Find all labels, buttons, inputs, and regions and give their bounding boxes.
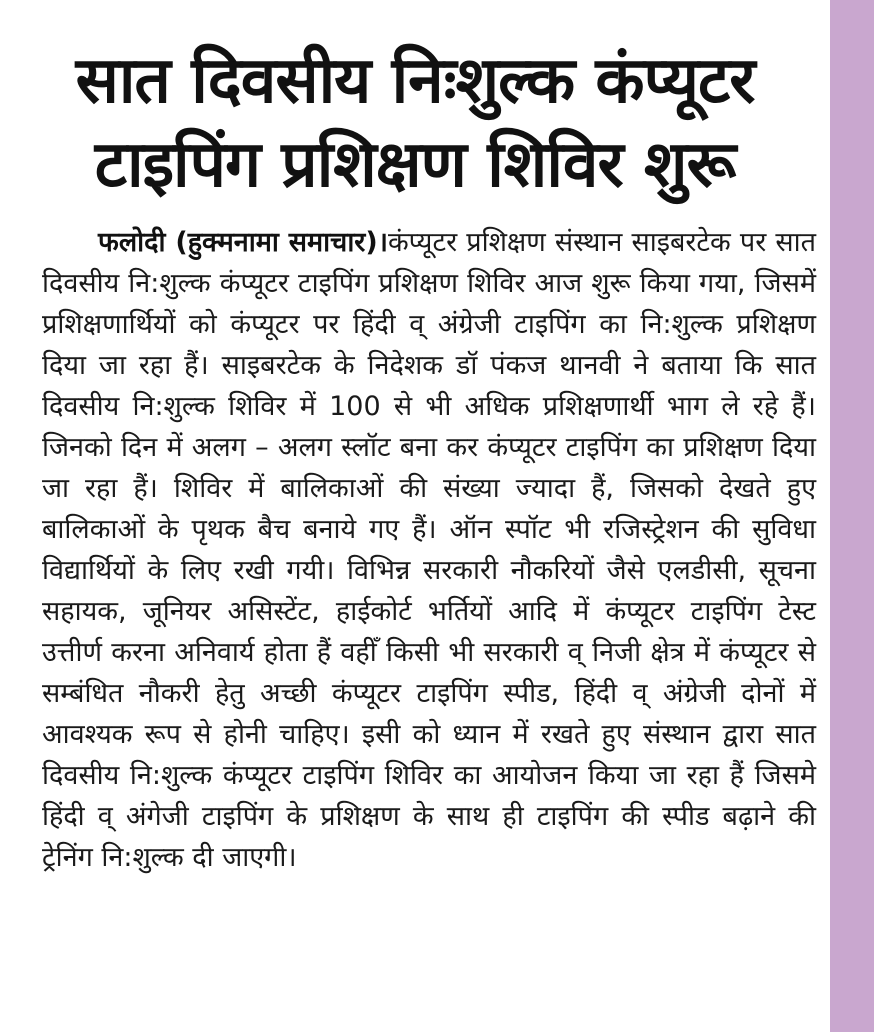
page-margin-gap xyxy=(814,0,830,1032)
headline-line-2: टाइपिंग प्रशिक्षण शिविर शुरू xyxy=(94,128,736,203)
headline-line-1: सात दिवसीय निःशुल्क कंप्यूटर xyxy=(75,44,755,119)
article-body xyxy=(42,222,816,878)
article-paragraph xyxy=(42,222,816,878)
page-edge-bar xyxy=(830,0,874,1032)
dateline: फलोदी (हुक्मनामा समाचार)। xyxy=(98,227,388,258)
article-text: कंप्यूटर प्रशिक्षण संस्थान साइबरटेक पर सात दिवसीय नि:शुल्क कंप्यूटर टाइपिंग प्रशिक्षण शिविर आज शुरू किया गया, जिसमें प्रशिक्षणार्थियों को कंप्यूटर पर हिंदी व् अंग्रेजी टाइपिंग का नि:शुल्क प्रशिक्षण दिया जा रहा हैं। साइबरटेक के निदेशक डॉ पंकज थानवी ने बताया कि सात दिवसीय नि:शुल्क शिविर में 100 से भी अधिक प्रशिक्षणार्थी भाग ले रहे हैं। जिनको दिन में अलग – अलग स्लॉट बना कर कंप्यूटर टाइपिंग का प्रशिक्षण दिया जा रहा हैं। शिविर में बालिकाओं की संख्या ज्यादा हैं, जिसको देखते हुए बालिकाओं के पृथक बैच बनाये गए हैं। ऑन स्पॉट भी रजिस्ट्रेशन की सुविधा विद्यार्थियों के लिए रखी गयी। विभिन्न सरकारी नौकरियों जैसे एलडीसी, सूचना सहायक, जूनियर असिस्टेंट, हाईकोर्ट भर्तियों आदि में कंप्यूटर टाइपिंग टेस्ट उत्तीर्ण करना अनिवार्य होता हैं वहीँ किसी भी सरकारी व् निजी क्षेत्र में कंप्यूटर से सम्बंधित नौकरी हेतु अच्छी कंप्यूटर टाइपिंग स्पीड, हिंदी व् अंग्रेजी दोनों में आवश्यक रूप से होनी चाहिए। इसी को ध्यान में रखते हुए संस्थान द्वारा सात दिवसीय नि:शुल्क कंप्यूटर टाइपिंग शिविर का आयोजन किया जा रहा हैं जिसमे हिंदी व् अंगेजी टाइपिंग के प्रशिक्षण के साथ ही टाइपिंग की स्पीड बढ़ाने की ट्रेनिंग नि:शुल्क दी जाएगी। xyxy=(42,227,816,873)
headline xyxy=(20,39,810,207)
